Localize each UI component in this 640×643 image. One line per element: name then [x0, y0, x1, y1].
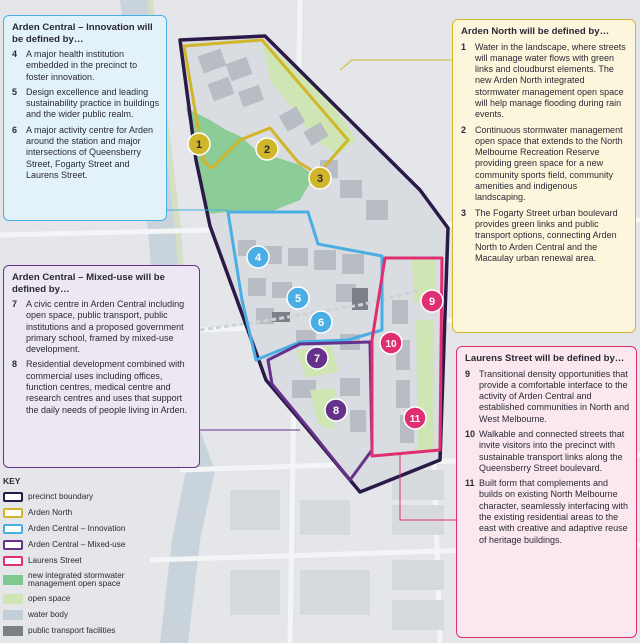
key-swatch	[3, 508, 23, 518]
key-label: new integrated stormwater management open space	[28, 570, 125, 588]
item-text: Residential development combined with commercial uses including offices, function centres, medical centre and research centres and uses that support the daily needs of people living in Arden.	[26, 359, 188, 415]
marker-label: 9	[428, 296, 436, 308]
marker-label: 11	[409, 414, 421, 425]
key-swatch	[3, 524, 23, 534]
panel-item	[461, 125, 629, 204]
panel-title: Laurens Street will be defined by…	[465, 353, 625, 364]
item-number: 3	[461, 207, 467, 218]
item-number: 11	[465, 478, 475, 489]
item-number: 1	[461, 41, 467, 52]
key-label: water body	[28, 609, 69, 619]
marker-label: 4	[254, 252, 262, 264]
marker-9	[421, 290, 443, 312]
item-number: 9	[465, 368, 471, 379]
item-text: A major activity centre for Arden around the station and major intersections of Queensberry Street, Fogarty Street and Laurens Street.	[26, 124, 154, 180]
marker-label: 10	[385, 339, 397, 350]
panel-item	[465, 478, 630, 546]
item-number: 8	[12, 359, 18, 370]
key-swatch	[3, 540, 23, 550]
marker-label: 1	[195, 139, 203, 151]
item-number: 10	[465, 428, 476, 439]
key-item	[3, 607, 173, 623]
key-swatch	[3, 492, 23, 502]
panel-title: Arden Central – Innovation will be defined by…	[12, 22, 153, 45]
marker-label: 6	[317, 317, 325, 329]
key-swatch	[3, 556, 23, 566]
panel-item	[465, 369, 630, 425]
key-item	[3, 537, 173, 553]
marker-4	[247, 246, 269, 268]
item-number: 4	[12, 49, 18, 59]
item-text: Built form that complements and builds on existing North Melbourne character, seamlessly interfacing with the existing residential areas to the east with creative and adaptive reuse of heritage buildings.	[479, 478, 629, 545]
marker-8	[325, 399, 347, 421]
key-swatch	[3, 610, 23, 620]
panel-item	[465, 429, 630, 474]
item-text: Walkable and connected streets that invite visitors into the precinct with sustainable transport links along the Queensberry Street boulevard.	[479, 428, 625, 473]
panel-title: Arden Central – Mixed-use will be defined by…	[12, 272, 166, 295]
marker-6	[310, 311, 332, 333]
marker-label: 3	[316, 173, 324, 185]
item-number: 7	[12, 299, 18, 309]
key-label: Arden North	[28, 507, 73, 517]
panel-item	[461, 208, 629, 264]
item-text: The Fogarty Street urban boulevard provides green links and public transport options, connecting Arden North to Arden Central and the Macaulay urban renewal area.	[475, 207, 618, 263]
marker-10	[380, 332, 402, 354]
panel-item	[12, 125, 160, 181]
marker-1	[188, 133, 210, 155]
key-item	[3, 623, 173, 639]
panel-item	[12, 87, 160, 121]
key-item	[3, 489, 173, 505]
key-swatch	[3, 594, 23, 604]
panel-laurens-street	[456, 346, 637, 638]
item-number: 2	[461, 124, 467, 135]
key-label: Arden Central – Innovation	[28, 523, 126, 533]
item-text: A civic centre in Arden Central including open space, public transport, public institutions and a proposed government primary school, framed by mixed-use development.	[26, 299, 185, 355]
item-number: 5	[12, 86, 18, 97]
panel-item	[12, 299, 193, 355]
item-text: Design excellence and leading sustainability practice in buildings and the wider public realm.	[26, 86, 160, 120]
item-text: Transitional density opportunities that provide a comfortable interface to the activity of Arden Central and established communities in North and West Melbourne.	[479, 368, 630, 424]
panel-arden-central-mixed-use	[3, 265, 200, 468]
marker-5	[287, 287, 309, 309]
key-item	[3, 553, 173, 569]
item-text: A major health institution embedded in the precinct to foster innovation.	[26, 49, 138, 82]
key-label: open space	[28, 593, 71, 603]
key-label: precinct boundary	[28, 491, 94, 501]
map-key	[3, 476, 173, 639]
marker-2	[256, 138, 278, 160]
marker-label: 2	[263, 144, 271, 156]
panel-arden-north	[452, 19, 636, 333]
marker-3	[309, 167, 331, 189]
panel-title: Arden North will be defined by…	[461, 26, 610, 37]
key-title: KEY	[3, 476, 21, 486]
item-text: Water in the landscape, where streets will manage water flows with green links and cloudburst elements. The new Arden North integrated stormwater management open space will help manage flooding during rain events.	[475, 41, 626, 120]
marker-11	[404, 407, 426, 429]
panel-arden-central-innovation	[3, 15, 167, 221]
key-label: public transport facilities	[28, 625, 116, 635]
panel-item	[12, 49, 160, 83]
marker-7	[306, 347, 328, 369]
marker-label: 7	[313, 353, 321, 365]
key-item	[3, 505, 173, 521]
key-label: Laurens Street	[28, 555, 82, 565]
key-item	[3, 569, 173, 591]
key-swatch	[3, 575, 23, 585]
key-label: Arden Central – Mixed-use	[28, 539, 126, 549]
key-item	[3, 521, 173, 537]
key-item	[3, 591, 173, 607]
key-swatch	[3, 626, 23, 636]
key-list	[3, 489, 173, 639]
marker-label: 8	[332, 405, 340, 417]
panel-item	[461, 42, 629, 121]
panel-item	[12, 359, 193, 415]
item-number: 6	[12, 124, 18, 135]
item-text: Continuous stormwater management open space that extends to the North Melbourne Recreation Reserve providing green space for a new community sports field, community amenities and indigenous landscaping.	[475, 124, 623, 203]
marker-label: 5	[294, 293, 302, 305]
